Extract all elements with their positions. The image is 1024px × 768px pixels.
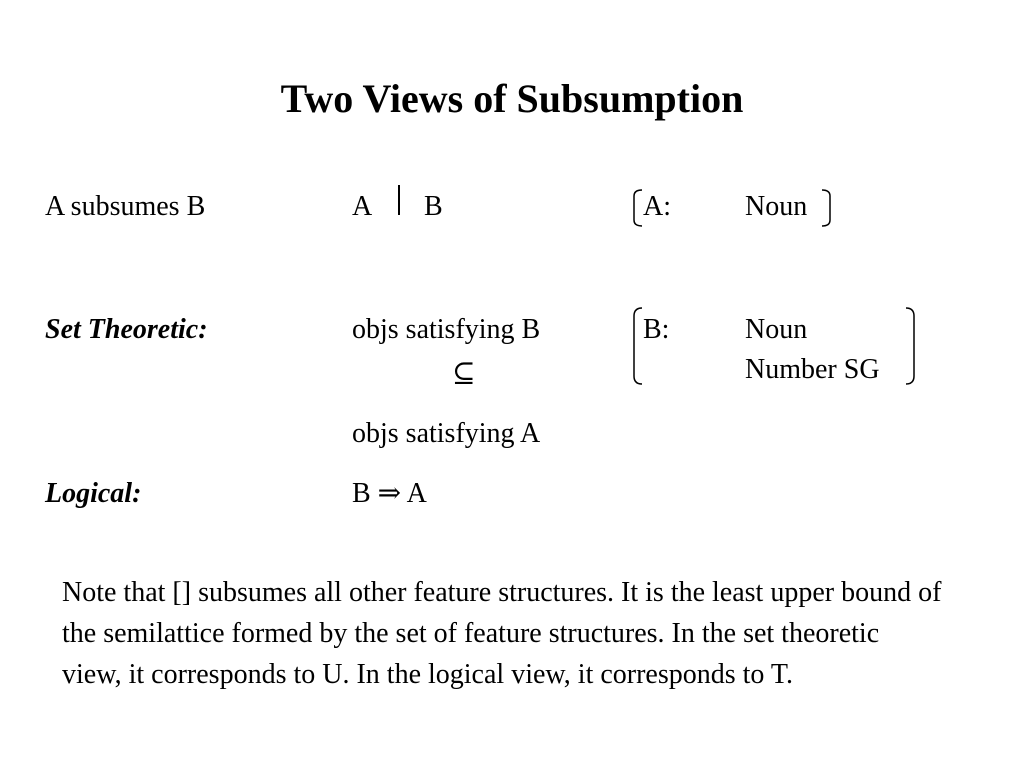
fs-a-value: Noun — [745, 191, 808, 222]
set-theoretic-label: Set Theoretic: — [45, 314, 208, 345]
logical-label: Logical: — [45, 478, 142, 509]
note-text: Note that [] subsumes all other feature structures. It is the least upper bound of the semilattice formed by the set of feature structures. In the set theoretic view, it corresponds to U. In the logical view, it corresponds to T. — [62, 577, 942, 690]
slide-title: Two Views of Subsumption — [280, 76, 744, 121]
relation-right: B — [424, 191, 443, 222]
set-line-2: objs satisfying A — [352, 418, 541, 449]
subsumes-label: A subsumes B — [45, 191, 206, 222]
subset-symbol: ⊆ — [452, 358, 476, 389]
note-paragraph — [62, 572, 942, 695]
set-line-1: objs satisfying B — [352, 314, 541, 345]
fs-a-right-bracket — [818, 188, 834, 228]
subsumption-bar — [398, 185, 400, 215]
fs-b-value-2: Number SG — [745, 354, 880, 385]
fs-b-right-bracket — [902, 306, 918, 386]
fs-b-value-1: Noun — [745, 314, 808, 345]
relation-left: A — [352, 191, 373, 222]
fs-b-name: B: — [643, 314, 670, 345]
fs-a-name: A: — [643, 191, 671, 222]
logical-formula: B ⇒ A — [352, 478, 427, 509]
